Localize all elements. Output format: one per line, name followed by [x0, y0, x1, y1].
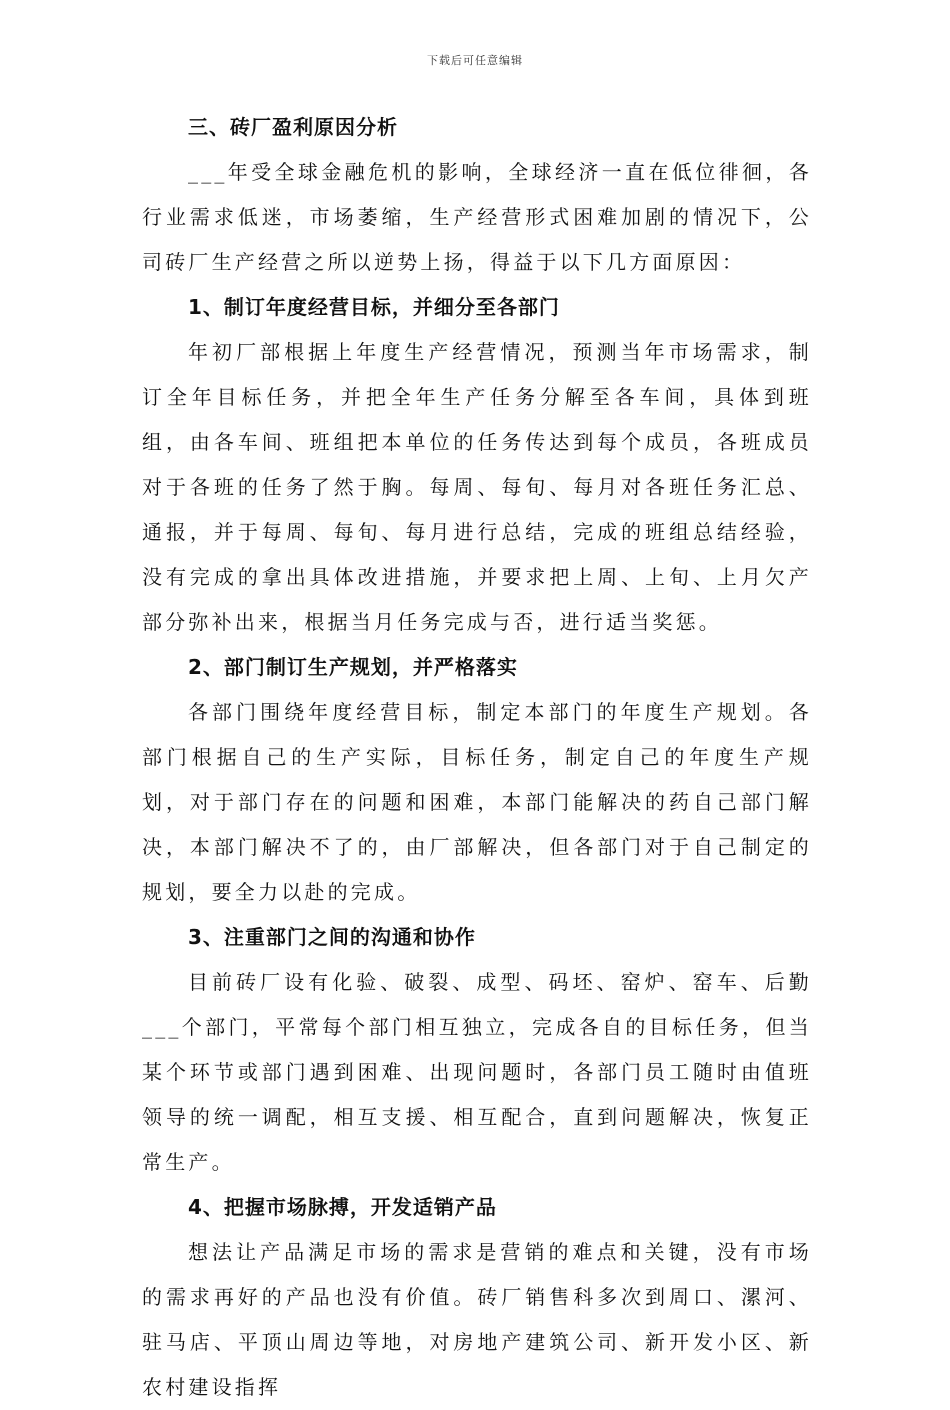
subheading-3: 3、注重部门之间的沟通和协作: [188, 925, 476, 949]
paragraph-4: 想法让产品满足市场的需求是营销的难点和关键，没有市场的需求再好的产品也没有价值。砖厂销售科多次到周口、漯河、驻马店、平顶山周边等地，对房地产建筑公司、新开发小区、新农村建设指挥: [142, 1240, 812, 1399]
paragraph-3: 目前砖厂设有化验、破裂、成型、码坯、窑炉、窑车、后勤___个部门，平常每个部门相互独立，完成各自的目标任务，但当某个环节或部门遇到困难、出现问题时，各部门员工随时由值班领导的统一调配，相互支援、相互配合，直到问题解决，恢复正常生产。: [142, 970, 812, 1174]
subheading-4: 4、把握市场脉搏，开发适销产品: [188, 1195, 497, 1219]
section-title: 三、砖厂盈利原因分析: [188, 115, 398, 139]
subheading-1: 1、制订年度经营目标，并细分至各部门: [188, 295, 560, 319]
paragraph-2: 各部门围绕年度经营目标，制定本部门的年度生产规划。各部门根据自己的生产实际，目标任务，制定自己的年度生产规划，对于部门存在的问题和困难，本部门能解决的药自己部门解决，本部门解决不了的，由厂部解决，但各部门对于自己制定的规划，要全力以赴的完成。: [142, 700, 812, 904]
paragraph-1: 年初厂部根据上年度生产经营情况，预测当年市场需求，制订全年目标任务，并把全年生产任务分解至各车间，具体到班组，由各车间、班组把本单位的任务传达到每个成员，各班成员对于各班的任务了然于胸。每周、每旬、每月对各班任务汇总、通报，并于每周、每旬、每月进行总结，完成的班组总结经验，没有完成的拿出具体改进措施，并要求把上周、上旬、上月欠产部分弥补出来，根据当月任务完成与否，进行适当奖惩。: [142, 340, 812, 634]
subheading-2: 2、部门制订生产规划，并严格落实: [188, 655, 518, 679]
document-body: [142, 105, 812, 1410]
page-header: 下载后可任意编辑: [427, 54, 523, 67]
intro-paragraph: ___年受全球金融危机的影响，全球经济一直在低位徘徊，各行业需求低迷，市场萎缩，生产经营形式困难加剧的情况下，公司砖厂生产经营之所以逆势上扬，得益于以下几方面原因：: [142, 160, 812, 274]
